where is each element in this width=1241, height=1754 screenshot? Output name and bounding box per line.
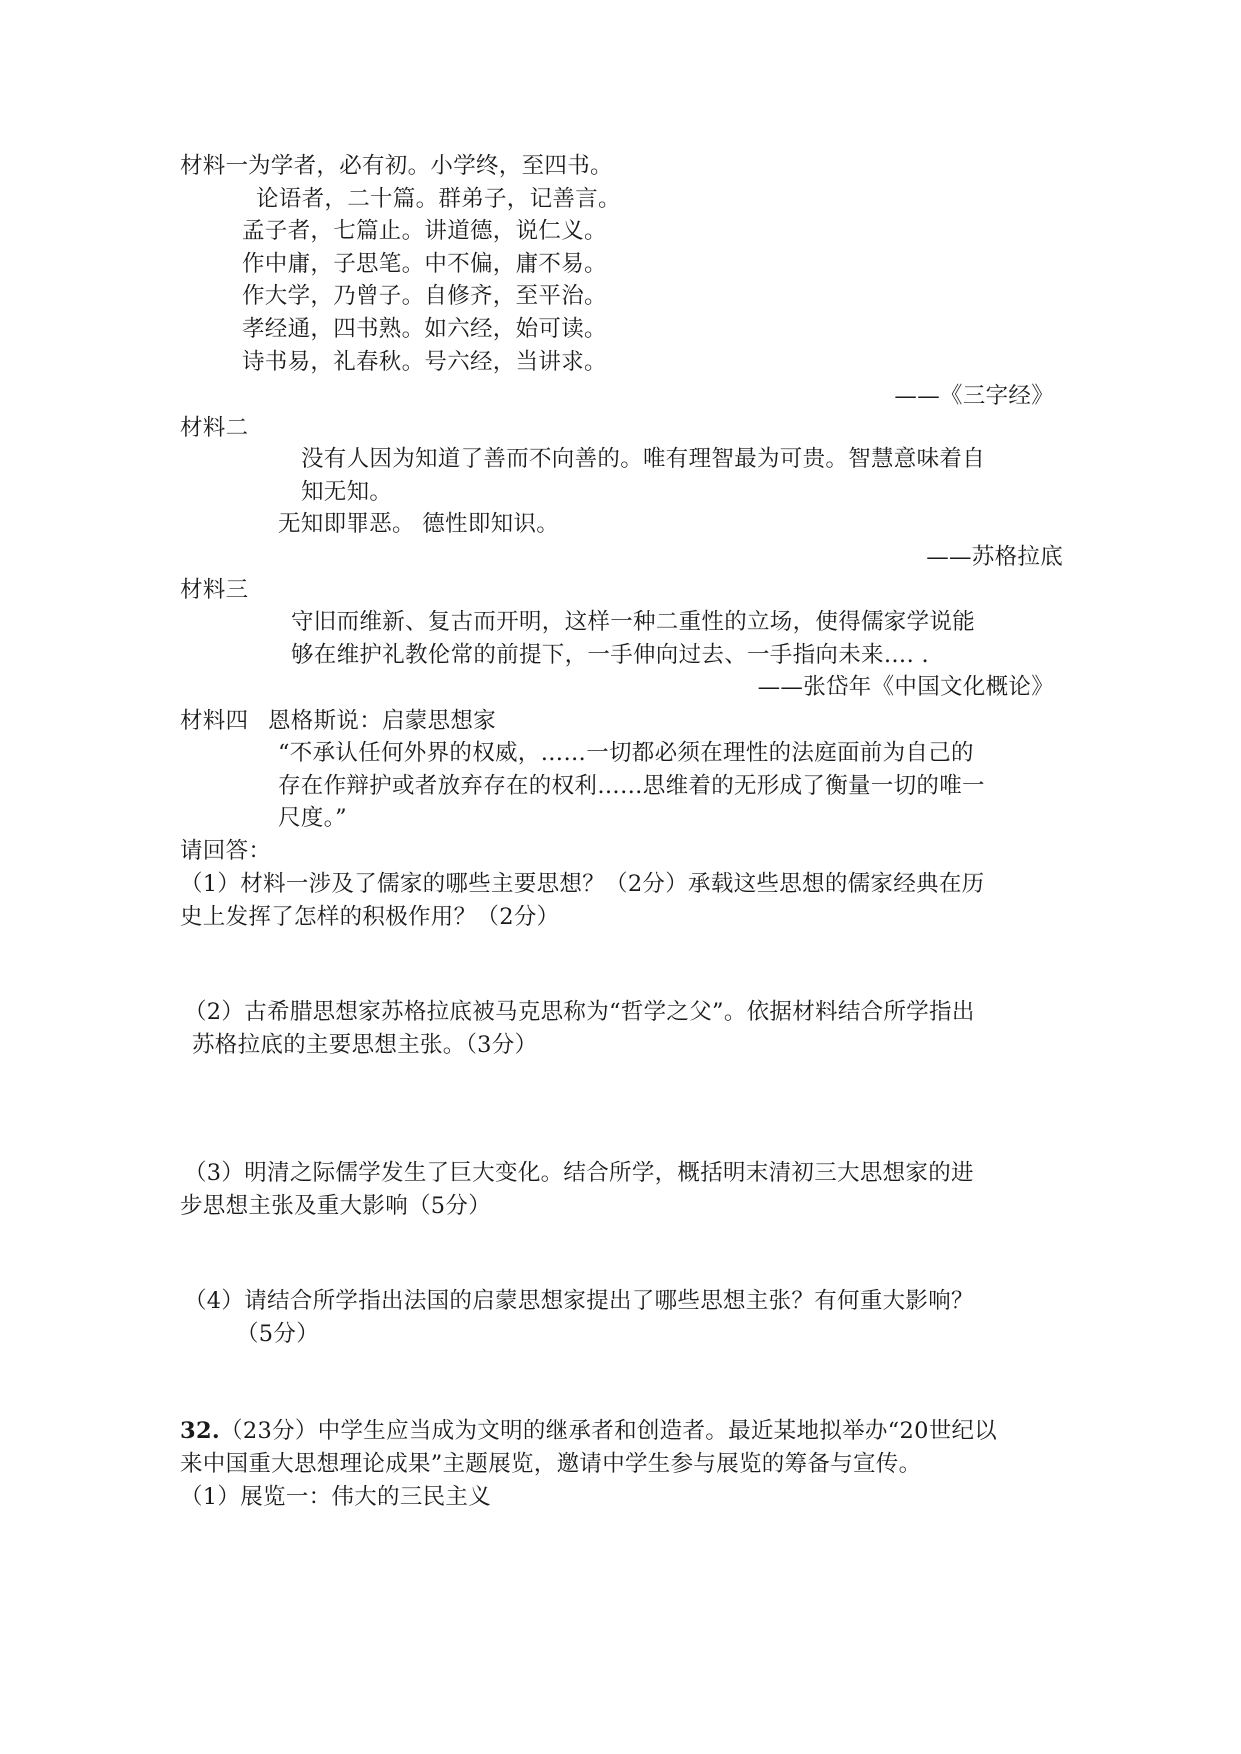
question-32-text-1: （23分）中学生应当成为文明的继承者和创造者。最近某地拟举办“20世纪以 xyxy=(220,1418,998,1444)
question-3-line-1: （3）明清之际儒学发生了巨大变化。结合所学，概括明末清初三大思想家的进 xyxy=(184,1160,974,1186)
material-1-line-3: 孟子者，七篇止。讲道德，说仁义。 xyxy=(242,218,607,244)
material-4-line-2: 存在作辩护或者放弃存在的权利……思维着的无形成了衡量一切的唯一 xyxy=(278,773,985,799)
question-32-line-2: 来中国重大思想理论成果”主题展览，邀请中学生参与展览的筹备与宣传。 xyxy=(180,1451,922,1477)
question-32-line-3: （1）展览一：伟大的三民主义 xyxy=(180,1484,492,1510)
question-2-line-2: 苏格拉底的主要思想主张。（3分） xyxy=(192,1032,538,1058)
material-3-line-2: 够在维护礼教伦常的前提下，一手伸向过去、一手指向未来…. . xyxy=(291,642,929,668)
material-1-source: ——《三字经》 xyxy=(894,383,1054,409)
question-1-line-2: 史上发挥了怎样的积极作用？（2分） xyxy=(180,904,560,930)
material-2-source: ——苏格拉底 xyxy=(926,544,1063,570)
material-4-label: 材料四 xyxy=(180,708,249,734)
material-2-line-2: 知无知。 xyxy=(301,479,393,505)
material-1-line-2: 论语者，二十篇。群弟子，记善言。 xyxy=(256,186,621,212)
question-32-line-1 xyxy=(180,1416,997,1446)
material-3-source: ——张岱年《中国文化概论》 xyxy=(757,674,1054,700)
question-1-line-1: （1）材料一涉及了儒家的哪些主要思想？（2分）承载这些思想的儒家经典在历 xyxy=(180,871,985,897)
question-3-line-2: 步思想主张及重大影响（5分） xyxy=(180,1193,492,1219)
material-3-label: 材料三 xyxy=(180,577,249,603)
material-1-line-6: 孝经通，四书熟。如六经，始可读。 xyxy=(242,316,607,342)
question-4-line-1: （4）请结合所学指出法国的启蒙思想家提出了哪些思想主张？有何重大影响？ xyxy=(184,1288,974,1314)
question-4-line-2: （5分） xyxy=(236,1321,320,1347)
answer-prompt: 请回答： xyxy=(180,838,272,864)
material-1-line-5: 作大学，乃曾子。自修齐，至平治。 xyxy=(242,283,607,309)
material-3-line-1: 守旧而维新、复古而开明，这样一种二重性的立场，使得儒家学说能 xyxy=(291,609,976,635)
question-2-line-1: （2）古希腊思想家苏格拉底被马克思称为“哲学之父”。依据材料结合所学指出 xyxy=(184,999,975,1025)
material-4-intro: 恩格斯说：启蒙思想家 xyxy=(268,708,497,734)
material-1-line-4: 作中庸，子思笔。中不偏，庸不易。 xyxy=(242,251,607,277)
material-4-line-3: 尺度。” xyxy=(278,805,347,831)
question-32-number: 32. xyxy=(180,1418,221,1444)
material-1-label: 材料一 xyxy=(180,153,249,179)
material-2-line-1: 没有人因为知道了善而不向善的。唯有理智最为可贵。智慧意味着自 xyxy=(301,446,986,472)
material-1-line-1: 为学者，必有初。小学终，至四书。 xyxy=(248,153,613,179)
material-1-line-7: 诗书易，礼春秋。号六经，当讲求。 xyxy=(242,349,607,375)
material-4-line-1: “不承认任何外界的权威，……一切都必须在理性的法庭面前为自己的 xyxy=(278,740,974,766)
material-2-label: 材料二 xyxy=(180,415,249,441)
material-2-line-3: 无知即罪恶。 德性即知识。 xyxy=(278,511,560,537)
